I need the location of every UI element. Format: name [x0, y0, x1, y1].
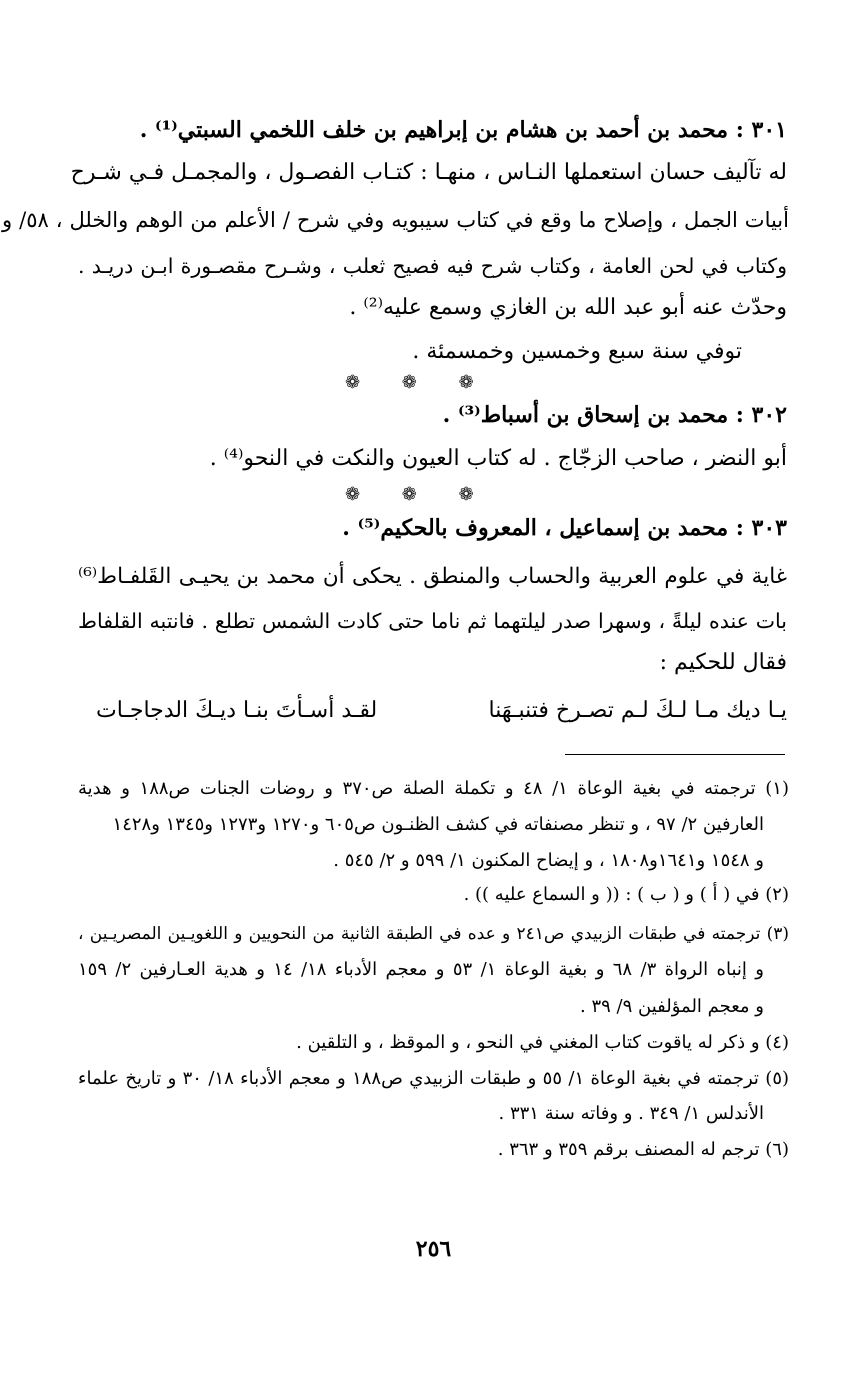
footnote-5-line-2: الأندلس ١/ ٣٤٩ . و وفاته سنة ٣٣١ .	[498, 1103, 764, 1124]
entry-301-line-5: توفي سنة سبع وخمسين وخمسمئة .	[412, 339, 742, 364]
section-divider-ornament: ❁ ❁ ❁	[345, 372, 492, 393]
entry-302-heading: ٣٠٢ : محمد بن إسحاق بن أسباط⁽³⁾ .	[442, 402, 787, 428]
entry-301-heading: ٣٠١ : محمد بن أحمد بن هشام بن إبراهيم بن خلف اللخمي السبتي⁽¹⁾ .	[139, 117, 787, 143]
entry-303-line-1: غاية في علوم العربية والحساب والمنطق . يحكى أن محمد بن يحيـى القَلفـاط⁽⁶⁾	[78, 564, 787, 589]
entry-301-line-3: وكتاب في لحن العامة ، وكتاب شرح فيه فصيح ثعلب ، وشـرح مقصـورة ابـن دريـد .	[78, 254, 787, 278]
entry-303-heading: ٣٠٣ : محمد بن إسماعيل ، المعروف بالحكيم⁽⁵⁾ .	[342, 515, 787, 541]
footnote-3-line-2: و إنباه الرواة ٣/ ٦٨ و بغية الوعاة ١/ ٥٣ و معجم الأدباء ١٨/ ١٤ و هدية العـارفين ٢/ ١٥٩	[78, 959, 764, 980]
page-number: ٢٥٦	[415, 1236, 452, 1262]
footnote-separator	[565, 754, 785, 755]
footnote-2-line-1: (٢) في ( أ ) و ( ب ) : (( و السماع عليه )) .	[463, 884, 789, 905]
entry-303-line-2: بات عنده ليلةً ، وسهرا صدر ليلتهما ثم ناما حتى كادت الشمس تطلع . فانتبه القلفاط	[78, 609, 787, 633]
entry-301-line-4: وحدّث عنه أبو عبد الله بن الغازي وسمع عليه⁽²⁾ .	[349, 295, 787, 320]
footnote-1-line-2: العارفين ٢/ ٩٧ ، و تنظر مصنفاته في كشف الظنـون ص٦٠٥ و١٢٧٠ و١٢٧٣ و١٣٤٥ و١٤٢٨	[112, 814, 764, 835]
footnote-5-line-1: (٥) ترجمته في بغية الوعاة ١/ ٥٥ و طبقات الزبيدي ص١٨٨ و معجم الأدباء ١٨/ ٣٠ و تاريخ علماء	[78, 1068, 790, 1089]
verse-first-hemistich: يـا ديك مـا لـكَ لـم تصـرخ فتنبـهَنا	[488, 698, 787, 723]
entry-303-line-3: فقال للحكيم :	[659, 650, 787, 675]
entry-302-line-1: أبو النضر ، صاحب الزجّاج . له كتاب العيون والنكت في النحو⁽⁴⁾ .	[209, 446, 787, 471]
entry-301-line-2: أبيات الجمل ، وإصلاح ما وقع في كتاب سيبويه وفي شرح / الأعلم من الوهم والخلل ، ٥٨/ و	[2, 208, 789, 232]
footnote-1-line-3: و ١٥٤٨ و١٦٤١و١٨٠٨ ، و إيضاح المكنون ١/ ٥٩٩ و ٢/ ٥٤٥ .	[333, 850, 764, 871]
section-divider-ornament-2: ❁ ❁ ❁	[345, 484, 492, 505]
verse-second-hemistich: لقـد أسـأتَ بنـا ديـكَ الدجاجـات	[96, 698, 378, 723]
footnote-1-line-1: (١) ترجمته في بغية الوعاة ١/ ٤٨ و تكملة الصلة ص٣٧٠ و روضات الجنات ص١٨٨ و هدية	[78, 778, 789, 799]
footnote-3-line-3: و معجم المؤلفين ٩/ ٣٩ .	[580, 996, 764, 1017]
footnote-6-line-1: (٦) ترجم له المصنف برقم ٣٥٩ و ٣٦٣ .	[497, 1139, 789, 1160]
footnote-3-line-1: (٣) ترجمته في طبقات الزبيدي ص٢٤١ و عده في الطبقة الثانية من النحويين و اللغويـين المصريـين ،	[78, 924, 789, 944]
footnote-4-line-1: (٤) و ذكر له ياقوت كتاب المغني في النحو ، و الموقظ ، و التلقين .	[296, 1032, 789, 1053]
entry-301-line-1: له تآليف حسان استعملها النـاس ، منهـا : كتـاب الفصـول ، والمجمـل فـي شـرح	[70, 160, 787, 185]
